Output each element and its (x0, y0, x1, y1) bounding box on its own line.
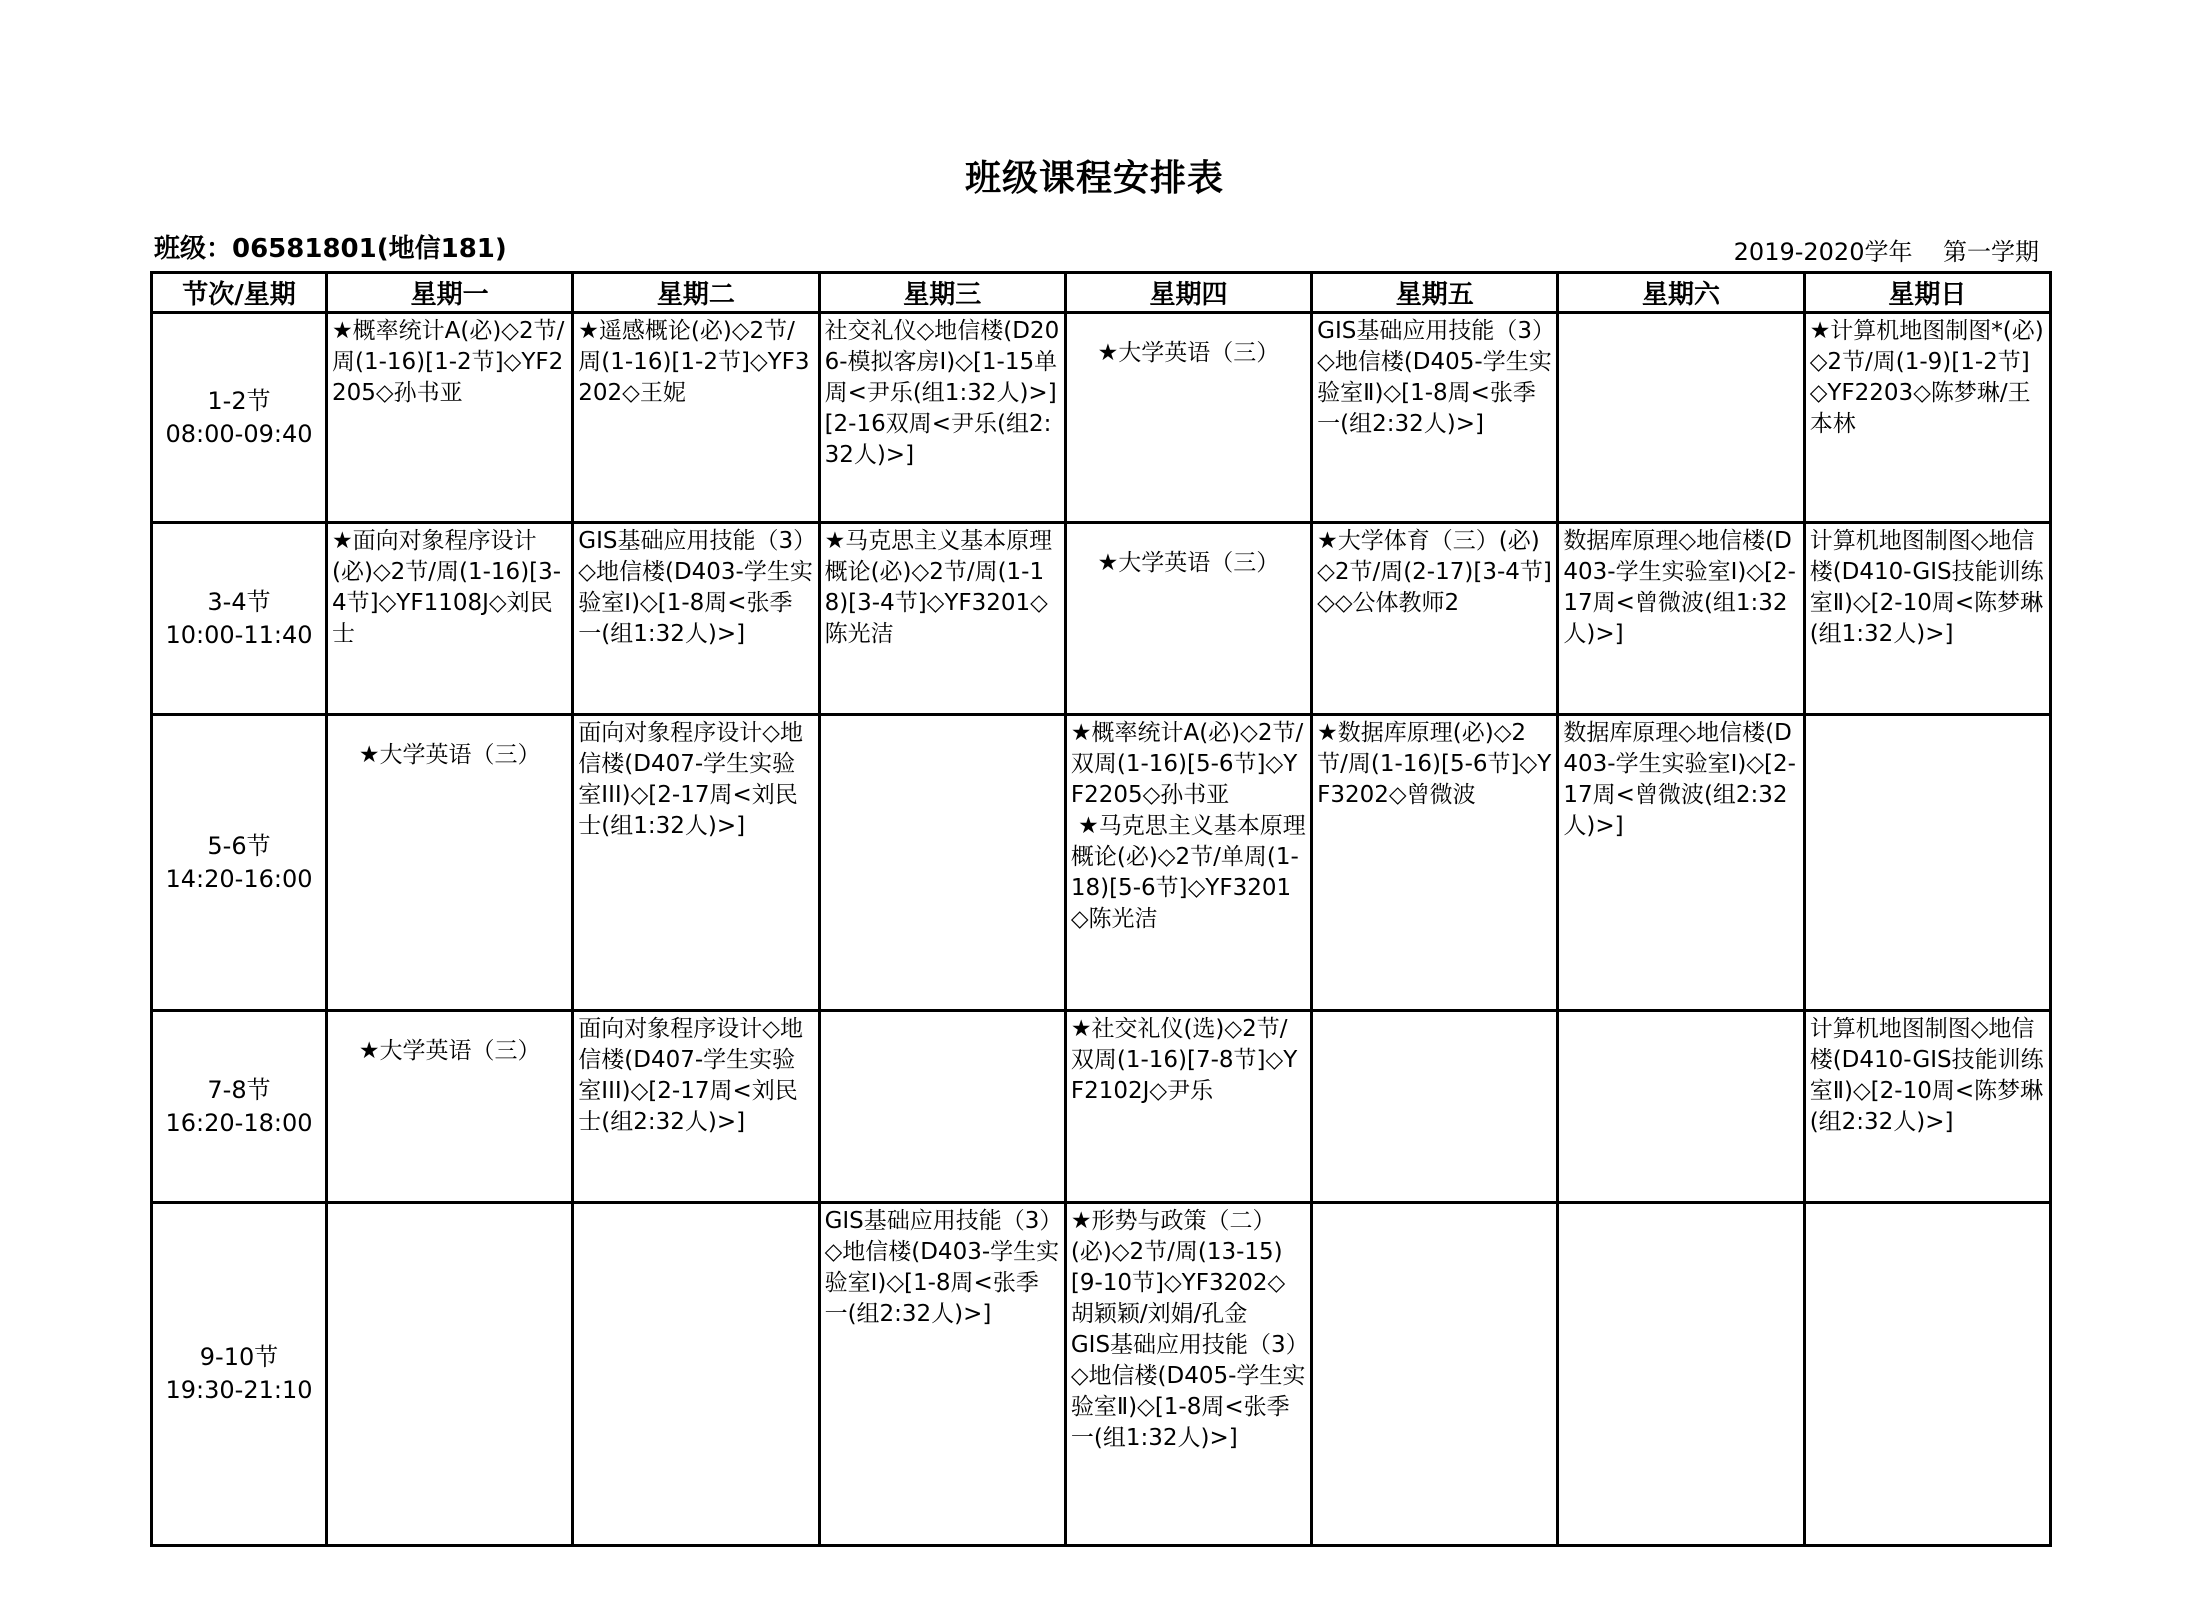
schedule-cell (1312, 523, 1558, 715)
course-entry: 数据库原理◇地信楼(D403-学生实验室Ⅰ)◇[2-17周<曾微波(组2:32人)>] (1563, 720, 1796, 839)
period-time: 14:20-16:00 (165, 864, 313, 893)
period-label: 9-10节 (199, 1343, 279, 1371)
period-cell (152, 715, 327, 1011)
course-entry: ★形势与政策（二）(必)◇2节/周(13-15)[9-10节]◇YF3202◇胡颖颖/刘娟/孔金 GIS基础应用技能（3）◇地信楼(D405-学生实验室Ⅱ)◇[1-8周<张季一(组1:32人)>] (1070, 1208, 1306, 1451)
semester: 第一学期 (1943, 238, 2039, 266)
course-entry: 计算机地图制图◇地信楼(D410-GIS技能训练室Ⅱ)◇[2-10周<陈梦琳(组1:32人)>] (1809, 528, 2044, 647)
table-row (152, 1203, 2051, 1546)
course-entry: 社交礼仪◇地信楼(D206-模拟客房Ⅰ)◇[1-15单周<尹乐(组1:32人)>][2-16双周<尹乐(组2:32人)>] (824, 318, 1060, 468)
course-entry: ★大学英语（三） (1097, 340, 1280, 366)
course-entry: ★概率统计A(必)◇2节/周(1-16)[1-2节]◇YF2205◇孙书亚 (332, 318, 565, 406)
schedule-cell (1065, 1011, 1311, 1203)
course-entry: ★数据库原理(必)◇2节/周(1-16)[5-6节]◇YF3202◇曾微波 (1317, 720, 1552, 808)
schedule-cell (819, 313, 1065, 523)
schedule-cell (327, 313, 573, 523)
period-time: 10:00-11:40 (165, 620, 313, 649)
column-header: 星期六 (1558, 273, 1804, 313)
column-header: 节次/星期 (152, 273, 327, 313)
course-entry: ★大学英语（三） (358, 742, 541, 768)
schedule-cell (1065, 313, 1311, 523)
course-entry: ★大学英语（三） (358, 1038, 541, 1064)
schedule-cell (573, 313, 819, 523)
schedule-cell (1558, 1203, 1804, 1546)
course-entry: ★计算机地图制图*(必)◇2节/周(1-9)[1-2节]◇YF2203◇陈梦琳/王本林 (1809, 318, 2044, 437)
schedule-cell (819, 1011, 1065, 1203)
schedule-cell (327, 1203, 573, 1546)
period-time: 08:00-09:40 (165, 419, 313, 448)
schedule-cell (1804, 1011, 2050, 1203)
period-label: 7-8节 (207, 1075, 271, 1104)
schedule-cell (573, 523, 819, 715)
term-info (1734, 232, 2039, 267)
period-cell (152, 313, 327, 523)
schedule-cell (1065, 715, 1311, 1011)
column-header: 星期二 (573, 273, 819, 313)
table-row (152, 1011, 2051, 1203)
schedule-cell (1558, 313, 1804, 523)
course-entry: ★马克思主义基本原理概论(必)◇2节/周(1-18)[3-4节]◇YF3201◇陈光洁 (824, 528, 1053, 647)
course-entry: ★社交礼仪(选)◇2节/双周(1-16)[7-8节]◇YF2102J◇尹乐 (1070, 1016, 1298, 1104)
course-entry: ★概率统计A(必)◇2节/双周(1-16)[5-6节]◇YF2205◇孙书亚 ★马克思主义基本原理概论(必)◇2节/单周(1-18)[5-6节]◇YF3201◇陈光洁 (1070, 720, 1306, 932)
schedule-cell (1065, 523, 1311, 715)
period-label: 1-2节 (207, 386, 271, 415)
column-header: 星期五 (1312, 273, 1558, 313)
schedule-cell (1804, 715, 2050, 1011)
period-label: 5-6节 (207, 831, 271, 860)
schedule-cell (819, 1203, 1065, 1546)
course-entry: ★遥感概论(必)◇2节/周(1-16)[1-2节]◇YF3202◇王妮 (578, 318, 810, 406)
page-title: 班级课程安排表 (964, 158, 1224, 199)
table-row (152, 313, 2051, 523)
course-entry: 数据库原理◇地信楼(D403-学生实验室Ⅰ)◇[2-17周<曾微波(组1:32人)>] (1563, 528, 1796, 647)
schedule-cell (1804, 1203, 2050, 1546)
schedule-cell (1558, 523, 1804, 715)
schedule-cell (1558, 715, 1804, 1011)
schedule-table (150, 271, 2052, 1547)
schedule-cell (327, 523, 573, 715)
column-header: 星期一 (327, 273, 573, 313)
schedule-cell (819, 715, 1065, 1011)
schedule-cell (573, 715, 819, 1011)
header-row (152, 273, 2051, 313)
period-cell (152, 523, 327, 715)
course-entry: GIS基础应用技能（3）◇地信楼(D403-学生实验室Ⅰ)◇[1-8周<张季一(组2:32人)>] (824, 1208, 1060, 1327)
column-header: 星期三 (819, 273, 1065, 313)
period-time: 16:20-18:00 (165, 1108, 313, 1137)
schedule-cell (1804, 313, 2050, 523)
course-entry: ★大学英语（三） (1097, 550, 1280, 576)
course-entry: ★面向对象程序设计(必)◇2节/周(1-16)[3-4节]◇YF1108J◇刘民士 (332, 528, 562, 647)
schedule-cell (327, 715, 573, 1011)
schedule-cell (1558, 1011, 1804, 1203)
schedule-cell (573, 1203, 819, 1546)
schedule-cell (1312, 1011, 1558, 1203)
period-cell (152, 1011, 327, 1203)
course-entry: 面向对象程序设计◇地信楼(D407-学生实验室III)◇[2-17周<刘民士(组2:32人)>] (578, 1016, 803, 1135)
table-row (152, 715, 2051, 1011)
period-time: 19:30-21:10 (165, 1376, 313, 1404)
academic-year: 2019-2020学年 (1733, 238, 1913, 266)
column-header: 星期四 (1065, 273, 1311, 313)
schedule-cell (573, 1011, 819, 1203)
course-entry: 面向对象程序设计◇地信楼(D407-学生实验室III)◇[2-17周<刘民士(组1:32人)>] (578, 720, 803, 839)
period-cell (152, 1203, 327, 1546)
course-entry: GIS基础应用技能（3）◇地信楼(D405-学生实验室Ⅱ)◇[1-8周<张季一(组2:32人)>] (1317, 318, 1552, 437)
schedule-cell (327, 1011, 573, 1203)
course-entry: ★大学体育（三）(必)◇2节/周(2-17)[3-4节]◇◇公体教师2 (1317, 528, 1552, 616)
schedule-cell (1804, 523, 2050, 715)
course-entry: 计算机地图制图◇地信楼(D410-GIS技能训练室Ⅱ)◇[2-10周<陈梦琳(组2:32人)>] (1809, 1016, 2044, 1135)
schedule-cell (1312, 1203, 1558, 1546)
schedule-cell (1065, 1203, 1311, 1546)
period-label: 3-4节 (207, 587, 271, 616)
class-label: 班级：06581801(地信181) (154, 234, 507, 264)
schedule-cell (1312, 313, 1558, 523)
schedule-cell (1312, 715, 1558, 1011)
course-entry: GIS基础应用技能（3）◇地信楼(D403-学生实验室Ⅰ)◇[1-8周<张季一(组1:32人)>] (578, 528, 813, 647)
column-header: 星期日 (1804, 273, 2050, 313)
schedule-cell (819, 523, 1065, 715)
table-row (152, 523, 2051, 715)
